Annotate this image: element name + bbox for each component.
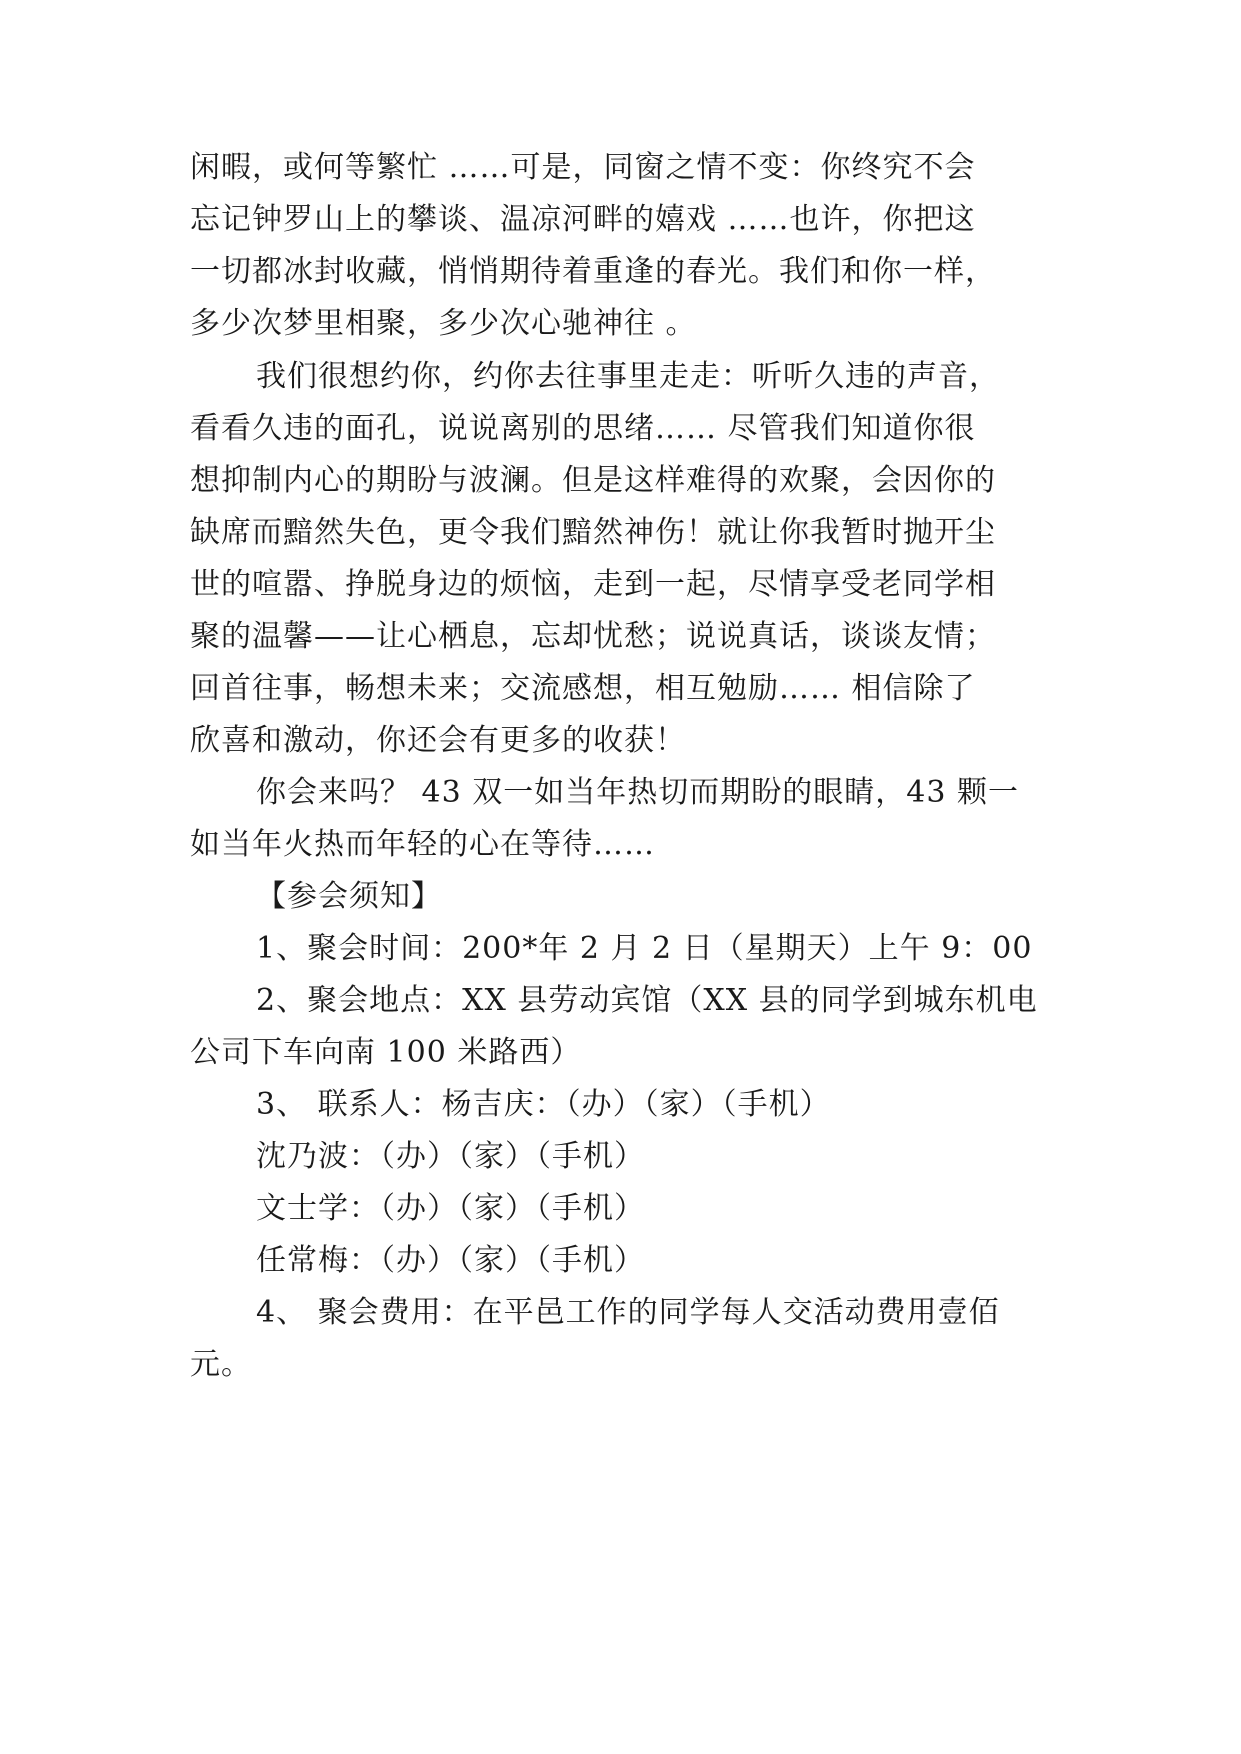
text-line: 4、 聚会费用：在平邑工作的同学每人交活动费用壹佰 bbox=[256, 1295, 1000, 1330]
text-line: 聚的温馨——让心栖息，忘却忧愁；说说真话，谈谈友情； bbox=[190, 619, 996, 654]
text-line: 缺席而黯然失色，更令我们黯然神伤！就让你我暂时抛开尘 bbox=[190, 515, 996, 550]
text-line: 沈乃波：（办）（家）（手机） bbox=[256, 1139, 645, 1174]
text-line: 1、聚会时间：200*年 2 月 2 日（星期天）上午 9：00 bbox=[256, 931, 1033, 966]
text-line: 3、 联系人：杨吉庆：（办）（家）（手机） bbox=[256, 1087, 831, 1122]
text-line: 世的喧嚣、挣脱身边的烦恼，走到一起，尽情享受老同学相 bbox=[190, 567, 996, 602]
text-line: 文士学：（办）（家）（手机） bbox=[256, 1191, 645, 1226]
text-line: 忘记钟罗山上的攀谈、温凉河畔的嬉戏 ……也许，你把这 bbox=[190, 202, 976, 237]
text-line: 欣喜和激动，你还会有更多的收获！ bbox=[190, 723, 686, 758]
text-line: 如当年火热而年轻的心在等待…… bbox=[190, 827, 655, 862]
text-line: 回首往事，畅想未来；交流感想，相互勉励…… 相信除了 bbox=[190, 671, 976, 706]
text-line: 2、聚会地点：XX 县劳动宾馆（XX 县的同学到城东机电 bbox=[256, 983, 1038, 1018]
text-line: 闲暇，或何等繁忙 ……可是，同窗之情不变：你终究不会 bbox=[190, 150, 976, 185]
section-heading: 【参会须知】 bbox=[256, 879, 442, 914]
text-line: 元。 bbox=[190, 1347, 252, 1382]
text-line: 多少次梦里相聚，多少次心驰神往 。 bbox=[190, 306, 697, 341]
text-line: 任常梅：（办）（家）（手机） bbox=[256, 1243, 645, 1278]
text-line: 看看久违的面孔，说说离别的思绪…… 尽管我们知道你很 bbox=[190, 411, 976, 446]
text-line: 你会来吗？ 43 双一如当年热切而期盼的眼睛，43 颗一 bbox=[256, 775, 1019, 810]
text-line: 公司下车向南 100 米路西） bbox=[190, 1035, 582, 1070]
text-line: 一切都冰封收藏，悄悄期待着重逢的春光。我们和你一样， bbox=[190, 254, 996, 289]
text-line: 想抑制内心的期盼与波澜。但是这样难得的欢聚，会因你的 bbox=[190, 463, 996, 498]
text-line: 我们很想约你，约你去往事里走走：听听久违的声音， bbox=[256, 359, 1000, 394]
